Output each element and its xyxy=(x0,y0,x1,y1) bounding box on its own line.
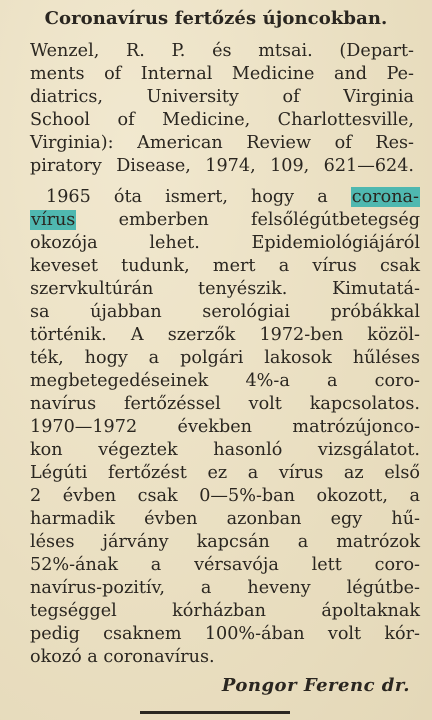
reference-line: Wenzel, R. P. és mtsai. (Depart- xyxy=(30,41,414,61)
body-line: sa újabban serológiai próbákkal xyxy=(30,302,420,322)
body-line: keveset tudunk, mert a vírus csak xyxy=(30,256,420,276)
body-line: harmadik évben azonban egy hű- xyxy=(30,509,420,529)
reference-line: School of Medicine, Charlottesville, xyxy=(30,110,414,130)
body-line: 52%-ának a vérsavója lett coro- xyxy=(30,555,420,575)
reference-line: diatrics, University of Virginia xyxy=(30,87,414,107)
highlighted-term: corona- xyxy=(351,187,419,207)
reference-line: ments of Internal Medicine and Pe- xyxy=(30,64,414,84)
body-line: tegséggel kórházban ápoltaknak xyxy=(30,601,420,621)
author-signature: Pongor Ferenc dr. xyxy=(221,675,410,696)
body-line-highlighted xyxy=(46,185,420,209)
divider-rule xyxy=(140,711,290,714)
body-line: Légúti fertőzést ez a vírus az első xyxy=(30,463,420,483)
body-line: 1970—1972 években matrózújonco- xyxy=(30,417,420,437)
body-line: navírus fertőzéssel volt kapcsolatos. xyxy=(30,394,420,414)
body-line: ték, hogy a polgári lakosok hűléses xyxy=(30,348,420,368)
body-line: 2 évben csak 0—5%-ban okozott, a xyxy=(30,486,420,506)
body-line: szervkultúrán tenyészik. Kimutatá- xyxy=(30,279,420,299)
reference-line: Virginia): American Review of Res- xyxy=(30,133,414,153)
body-text: 1965 óta ismert, hogy a xyxy=(46,187,328,207)
reference-line: piratory Disease, 1974, 109, 621—624. xyxy=(30,156,414,176)
body-line: megbetegedéseinek 4%-a a coro- xyxy=(30,371,420,391)
body-line: történik. A szerzők 1972-ben közöl- xyxy=(30,325,420,345)
body-line: léses járvány kapcsán a matrózok xyxy=(30,532,420,552)
body-line-last: okozó a coronavírus. xyxy=(30,647,215,667)
body-line-highlighted xyxy=(30,208,420,232)
body-line: navírus-pozitív, a heveny légútbe- xyxy=(30,578,420,598)
body-line: kon végeztek hasonló vizsgálatot. xyxy=(30,440,420,460)
highlighted-term: vírus xyxy=(31,210,76,230)
body-line: okozója lehet. Epidemiológiájáról xyxy=(30,233,420,253)
body-text: emberben felsőlégútbetegség xyxy=(118,210,420,230)
body-line: pedig csaknem 100%-ában volt kór- xyxy=(30,624,420,644)
article-title: Coronavírus fertőzés újoncokban. xyxy=(44,8,388,29)
